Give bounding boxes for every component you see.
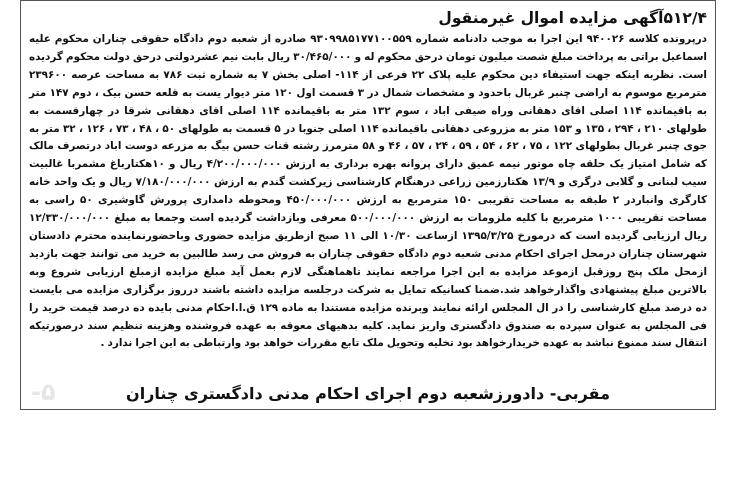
faded-watermark: ۵- [31, 378, 56, 406]
notice-title: ۵۱۲/۴آگهی مزایده اموال غیرمنقول [438, 9, 707, 27]
notice-signature: مقربی- دادورزشعبه دوم اجرای احکام مدنی دادگستری چناران [126, 384, 610, 403]
notice-body: درپرونده کلاسه ۹۴۰۰۲۶ این اجرا به موجب دادنامه شماره ۹۳۰۹۹۸۵۱۷۷۱۰۰۵۵۹ صادره از شعبه دوم دادگاه حقوقی چناران محکوم علیه اسماعیل براتی به پرداخت مبلغ شصت میلیون تومان درحق محکوم له و ۳۰/۴۶۵/۰۰۰ ریال بابت نیم عشردولتی درحق دولت محکوم گردیده است. نظربه اینکه جهت استیفاء دین محکوم علیه پلاک ۲۲ فرعی از ۱۱۴- اصلی بخش ۷ به شماره ثبت ۷۸۶ به مساحت عرصه ۲۳۹۶۰۰ مترمربع موسوم به اراضی چنبر غربال باحدود و مشخصات شمال در ۳ قسمت اول ۱۲۰ متر دیوار یست به قلعه حسن بیک ، دوم ۱۴۷ متر به باقیمانده ۱۱۴ اصلی اقای دهقانی وراه صیفی اباد ، سوم ۱۳۲ متر به باقیمانده ۱۱۴ اصلی اقای دهقانی شرقا در چهارقسمت به طولهای ۲۱۰ ، ۲۹۴ ، ۱۳۵ و ۱۵۳ متر به مزروعی دهقانی باقیمانده ۱۱۴ اصلی جنوبا در ۵ قسمت به طولهای ۵۰ ، ۴۸ ، ۷۳ ، ۱۲۶ ، ۳۲ متر به جوی چنبر غربال بطولهای ۱۲۲ ، ۷۵ ، ۶۲ ، ۵۴ ، ۵۹ ، ۲۴ ، ۵۷ ، ۴۶ و ۵۸ مترمرز رشته قنات حسن بیگ به مزرعه دوست اباد درتصرف مالک که شامل امتیاز یک حلقه چاه موتور نیمه عمیق دارای پروانه بهره برداری به ارزش ۴/۲۰۰/۰۰۰/۰۰۰ ریال و ۱۰هکتارباغ مشمربا غالبیت سیب لبنانی و گلابی درگری و ۱۳/۹ هکتارزمین زراعی درهنگام کارشناسی زیرکشت گندم به ارزش ۷/۱۸۰/۰۰۰/۰۰۰ ریال و یک واحد خانه کارگری وانباردر ۲ طبقه به مساحت تقریبی ۱۵۰ مترمربع به ارزش ۴۵۰/۰۰۰/۰۰۰ ومحوطه دامداری پرورش گاوشیری ۵۰ راسی به مساحت تقریبی ۱۰۰۰ مترمربع با کلیه ملزومات به ارزش ۵۰۰/۰۰۰/۰۰۰ معرفی وبازداشت گردیده است وجمعا به مبلغ ۱۲/۳۳۰/۰۰۰/۰۰۰ ریال ارزیابی گردیده است که درمورخ ۱۳۹۵/۳/۲۵ ازساعت ۱۰/۳۰ الی ۱۱ صبح ازطریق مزایده حضوری وباحضورنماینده محترم دادستان شهرستان چناران درمحل اجرای احکام مدنی شعبه دوم دادگاه حقوقی چناران به فروش می رسد طالبین به خرید می توانند جهت بازدید ازمحل ملک پنج روزقبل ازموعد مزایده به این اجرا مراجعه نمایند تاهماهنگی لازم بعمل آید مبلغ مزایده ازمبلغ ارزیابی شروع وبه بالاترین مبلغ پیشنهادی واگذارخواهد شد.ضمنا کسانیکه تمایل به شرکت درجلسه مزایده داشته باشند درروز برگزاری مزایده می بایست ده درصد مبلغ کارشناسی را در ال المجلس ارائه نمایند وبرنده مزایده مستندا به ماده ۱۲۹ ق.ا.احکام مدنی بایده ده درصد قیمت خرید را فی المجلس به عنوان سپرده به صندوق دادگستری واریز نماید. کلیه بدهیهای معوقه به عهده فروشنده وهزینه تنظیم سند درصورتیکه انتقال سند ممنوع نباشد به عهده خریدارخواهد بود تخلیه وتحویل ملک تابع مقررات خواهد بود وارتباطی به این اجرا ندارد . [28, 33, 708, 350]
auction-notice [20, 0, 716, 410]
notice-signature-line [21, 378, 715, 406]
